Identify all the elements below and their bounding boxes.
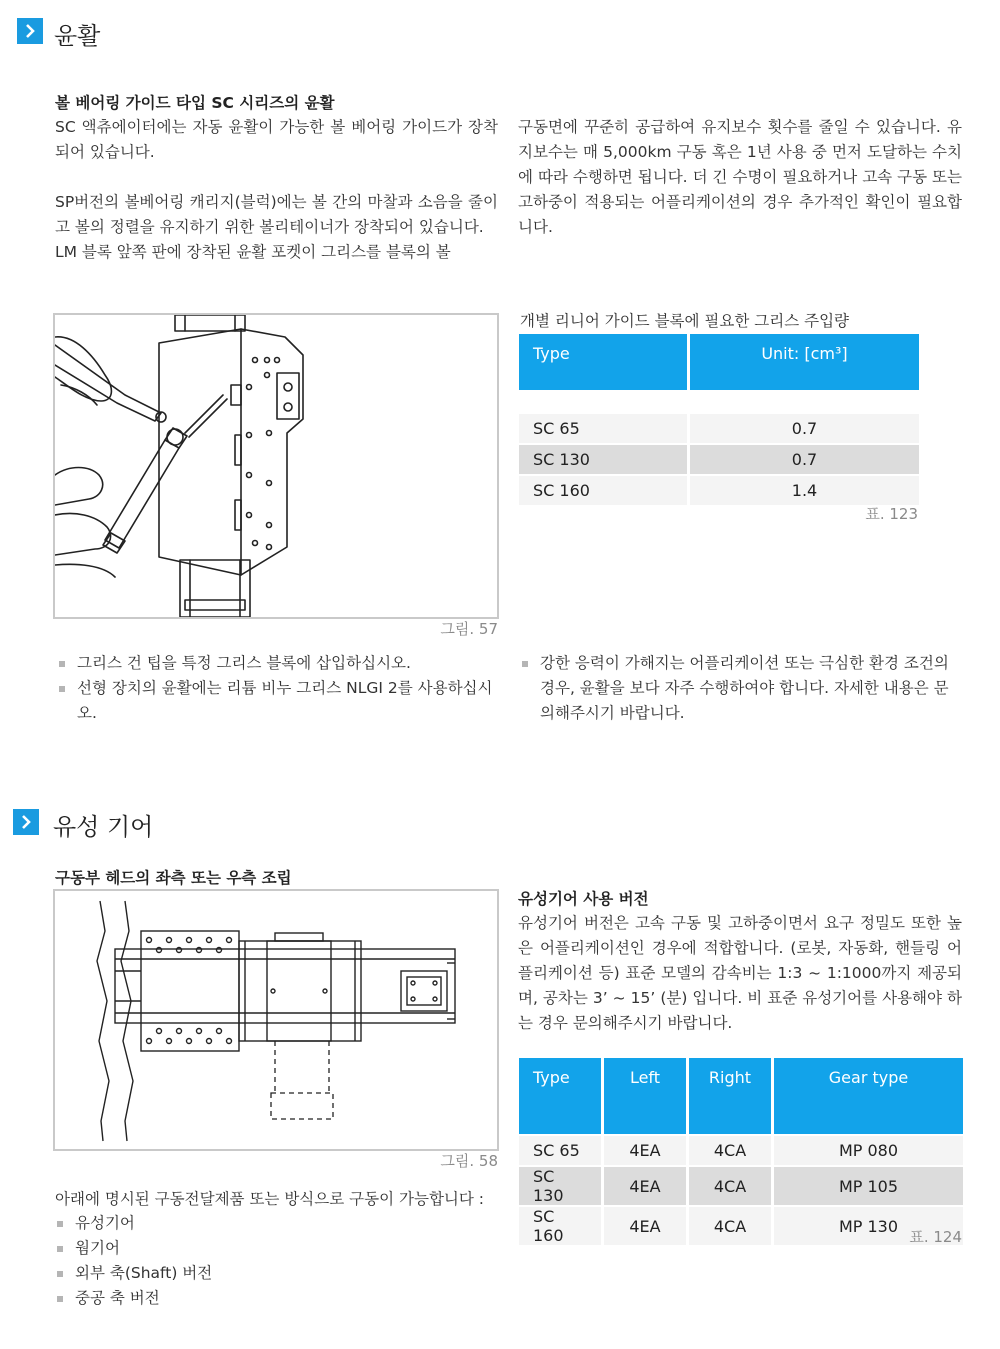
table-caption: 표. 123 xyxy=(865,505,918,523)
table-header-right: Right xyxy=(689,1058,771,1134)
paragraph: SC 액츄에이터에는 자동 윤활이 가능한 볼 베어링 가이드가 장착되어 있습니다. xyxy=(55,118,498,161)
list-item: 웜기어 xyxy=(53,1236,493,1261)
table-cell: MP 105 xyxy=(774,1167,963,1205)
table-row xyxy=(519,476,919,505)
gear-right-text: 유성기어 버전은 고속 구동 및 고하중이면서 요구 정밀도 또한 높은 어플리케이션인 경우에 적합합니다. (로봇, 자동화, 핸들링 어플리케이션 등) 표준 모델의 감속비는 1:3 ~ 1:1000까지 제공되며, 공차는 3’ ~ 15’ (분) 입니다. 비 표준 유성기어를 사용해야 하는 경우 문의해주시기 바랍니다. xyxy=(518,914,962,1032)
paragraph: LM 블록 앞쪽 판에 장착된 윤활 포켓이 그리스를 블록의 볼 xyxy=(55,243,451,261)
table-cell: SC 65 xyxy=(519,414,687,443)
table-cell: 4CA xyxy=(689,1207,771,1245)
table-row xyxy=(519,445,919,474)
gear-table xyxy=(516,1056,966,1247)
figure-gear-assembly xyxy=(53,889,499,1151)
section-chevron-icon xyxy=(13,809,39,835)
table-cell: SC 160 xyxy=(519,1207,601,1245)
table-row xyxy=(519,1136,963,1165)
gear-assembly-illustration xyxy=(55,891,497,1149)
table-cell: 4EA xyxy=(604,1136,686,1165)
drive-list-intro: 아래에 명시된 구동전달제품 또는 방식으로 구동이 가능합니다 : xyxy=(55,1190,485,1208)
grease-gun-illustration xyxy=(55,315,497,617)
gear-subhead: 구동부 헤드의 좌측 또는 우측 조립 xyxy=(55,869,292,887)
table-cell: 1.4 xyxy=(690,476,919,505)
table-header-unit: Unit: [cm³] xyxy=(690,334,919,390)
section-title-gear: 유성 기어 xyxy=(53,813,154,841)
table-caption: 표. 124 xyxy=(909,1228,962,1246)
lubrication-subhead: 볼 베어링 가이드 타입 SC 시리즈의 윤활 xyxy=(55,94,335,112)
grease-table xyxy=(516,332,922,507)
gear-right-subhead: 유성기어 사용 버전 xyxy=(518,890,649,908)
table-cell: SC 130 xyxy=(519,1167,601,1205)
table-cell: MP 080 xyxy=(774,1136,963,1165)
table-header-gear-type: Gear type xyxy=(774,1058,963,1134)
list-item: 중공 축 버전 xyxy=(53,1286,493,1311)
section-title-lubrication: 윤활 xyxy=(54,22,101,50)
list-item: 유성기어 xyxy=(53,1211,493,1236)
table-cell: 0.7 xyxy=(690,445,919,474)
lubrication-left-text xyxy=(55,115,498,265)
list-item: 선형 장치의 윤활에는 리튬 비누 그리스 NLGI 2를 사용하십시오. xyxy=(55,676,498,726)
table-cell: SC 65 xyxy=(519,1136,601,1165)
table-cell: 4CA xyxy=(689,1136,771,1165)
table-cell: MP 130 xyxy=(774,1207,963,1245)
table-row xyxy=(519,1167,963,1205)
list-item: 강한 응력이 가해지는 어플리케이션 또는 극심한 환경 조건의 경우, 윤활을 보다 자주 수행하여야 합니다. 자세한 내용은 문의해주시기 바랍니다. xyxy=(518,651,962,726)
table-header-left: Left xyxy=(604,1058,686,1134)
table-cell: 4EA xyxy=(604,1167,686,1205)
table-header-type: Type xyxy=(519,1058,601,1134)
table-cell: 0.7 xyxy=(690,414,919,443)
table-cell: SC 160 xyxy=(519,476,687,505)
table-cell: SC 130 xyxy=(519,445,687,474)
lubrication-right-text: 구동면에 꾸준히 공급하여 유지보수 횟수를 줄일 수 있습니다. 유지보수는 매 5,000km 구동 혹은 1년 사용 중 먼저 도달하는 수치에 따라 수행하면 됩니다. 더 긴 수명이 필요하거나 고속 구동 또는 고하중이 적용되는 어플리케이션의 경우 추가적인 확인이 필요합니다. xyxy=(518,118,962,236)
list-item: 외부 축(Shaft) 버전 xyxy=(53,1261,493,1286)
lubrication-left-bullets xyxy=(55,651,498,726)
table-row xyxy=(519,414,919,443)
table-title: 개별 리니어 가이드 블록에 필요한 그리스 주입량 xyxy=(520,312,850,330)
table-cell: 4CA xyxy=(689,1167,771,1205)
section-chevron-icon xyxy=(17,18,43,44)
list-item: 그리스 건 팁을 특정 그리스 블록에 삽입하십시오. xyxy=(55,651,498,676)
figure-caption: 그림. 58 xyxy=(440,1152,498,1170)
table-cell: 4EA xyxy=(604,1207,686,1245)
figure-grease-gun xyxy=(53,313,499,619)
lubrication-right-bullets xyxy=(518,651,962,726)
paragraph: SP버전의 볼베어링 캐리지(블럭)에는 볼 간의 마찰과 소음을 줄이고 볼의 정렬을 유지하기 위한 볼리테이너가 장착되어 있습니다. xyxy=(55,193,498,236)
drive-options-list xyxy=(53,1211,493,1311)
figure-caption: 그림. 57 xyxy=(440,620,498,638)
table-header-type: Type xyxy=(519,334,687,390)
